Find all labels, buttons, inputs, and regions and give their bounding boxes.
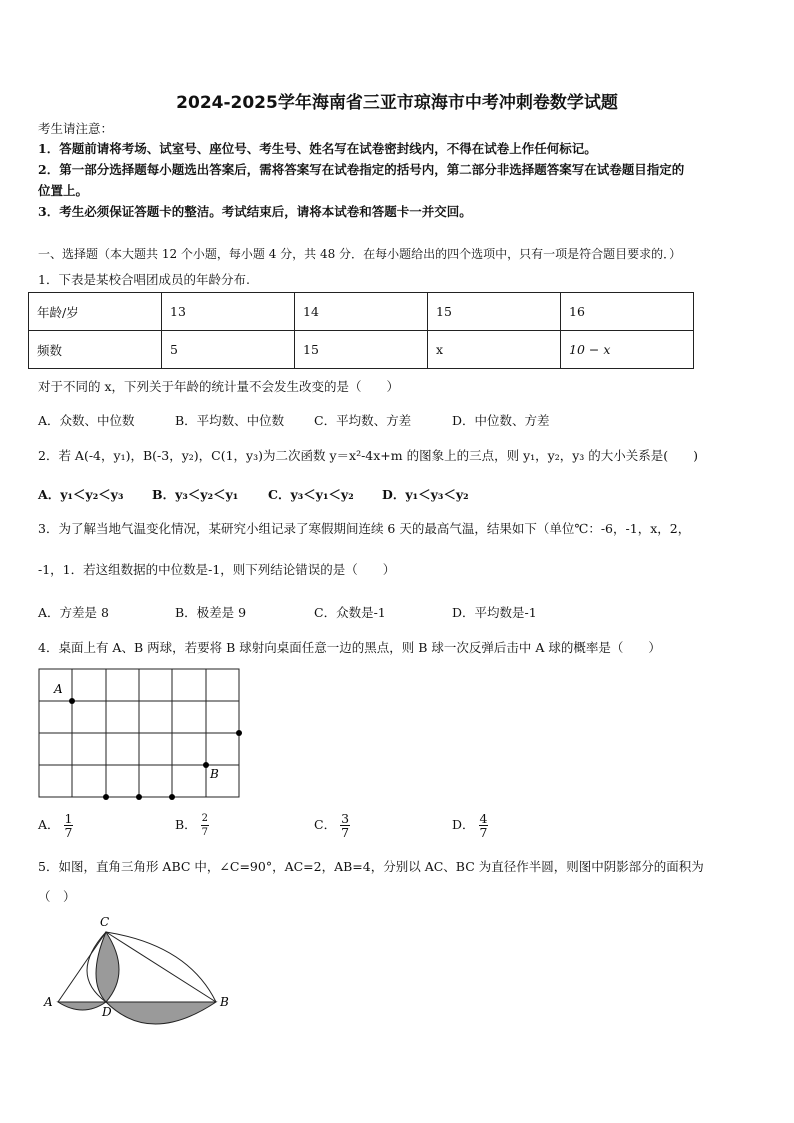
- edge-dot: [169, 794, 175, 800]
- label-d: D: [102, 1005, 112, 1019]
- fraction: [479, 812, 489, 839]
- q3-option-a: A．方差是 8: [38, 605, 109, 620]
- triangle-semicircle-figure: [38, 910, 238, 1025]
- numerator: 4: [479, 811, 488, 826]
- denominator: 7: [341, 825, 350, 840]
- q2-stem: 2．若 A(-4，y₁)，B(-3，y₂)，C(1，y₃)为二次函数 y＝x²-4x+m 的图象上的三点，则 y₁，y₂，y₃ 的大小关系是( ): [38, 448, 699, 463]
- fraction: [340, 812, 350, 839]
- q2-option-c: C．y₃＜y₁＜y₂: [268, 487, 354, 502]
- q4-stem: 4．桌面上有 A、B 两球，若要将 B 球射向桌面任意一边的黑点，则 B 球一次反弹后击中 A 球的概率是（ ）: [38, 640, 661, 655]
- q4-option-b: [175, 812, 209, 839]
- notice-item-1: 1．答题前请将考场、试室号、座位号、考生号、姓名写在试卷密封线内，不得在试卷上作任何标记。: [38, 141, 597, 156]
- notice-heading: 考生请注意：: [38, 121, 114, 136]
- label-a: A: [44, 995, 53, 1009]
- denominator: 7: [64, 825, 73, 840]
- q1-option-c: C．平均数、方差: [314, 413, 412, 428]
- label-c: C: [100, 915, 110, 929]
- table-row: [29, 331, 694, 369]
- q4-option-a: [38, 812, 73, 839]
- section-heading: 一、选择题（本大题共 12 个小题，每小题 4 分，共 48 分．在每小题给出的四个选项中，只有一项是符合题目要求的．）: [38, 247, 682, 261]
- age-frequency-table: [28, 292, 694, 369]
- q4-option-c: [314, 812, 350, 839]
- notice-item-2-cont: 位置上。: [38, 183, 89, 198]
- label-b: B: [220, 995, 229, 1009]
- label-b: B: [210, 767, 219, 781]
- numerator: 2: [201, 813, 209, 824]
- denominator: 7: [479, 825, 488, 840]
- shaded-region: [106, 1002, 216, 1024]
- option-letter: B．: [175, 817, 197, 832]
- q4-option-d: [452, 812, 488, 839]
- q2-option-d: D．y₁＜y₃＜y₂: [382, 487, 469, 502]
- notice-item-3: 3．考生必须保证答题卡的整洁。考试结束后，请将本试卷和答题卡一并交回。: [38, 204, 472, 219]
- fraction: [64, 812, 74, 839]
- q2-option-a: A．y₁＜y₂＜y₃: [38, 487, 124, 502]
- table-cell: 5: [162, 331, 295, 369]
- ball-b-dot: [203, 762, 209, 768]
- numerator: 1: [64, 811, 73, 826]
- table-cell: x: [428, 331, 561, 369]
- edge-dot: [136, 794, 142, 800]
- q3-option-c: C．众数是-1: [314, 605, 386, 620]
- notice-item-2: 2．第一部分选择题每小题选出答案后，需将答案写在试卷指定的括号内，第二部分非选择题答案写在试卷题目指定的: [38, 162, 685, 177]
- table-cell: 15: [295, 331, 428, 369]
- numerator: 3: [341, 811, 350, 826]
- option-letter: D．: [452, 817, 475, 832]
- q2-option-b: B．y₃＜y₂＜y₁: [152, 487, 239, 502]
- q1-stem: 1．下表是某校合唱团成员的年龄分布.: [38, 272, 250, 287]
- label-a: A: [54, 682, 63, 696]
- table-cell: 13: [162, 293, 295, 331]
- shaded-region: [96, 932, 119, 1002]
- table-cell: 15: [428, 293, 561, 331]
- billiard-grid-figure: [30, 662, 250, 804]
- option-letter: A．: [38, 817, 60, 832]
- table-cell: 频数: [29, 331, 162, 369]
- shaded-region: [58, 1002, 106, 1010]
- ball-a-dot: [69, 698, 75, 704]
- q1-option-d: D．中位数、方差: [452, 413, 550, 428]
- denominator: 7: [201, 827, 209, 838]
- side-bc: [106, 932, 216, 1002]
- table-cell: 年龄/岁: [29, 293, 162, 331]
- q1-option-b: B．平均数、中位数: [175, 413, 285, 428]
- q5-stem-line1: 5．如图，直角三角形 ABC 中，∠C=90°，AC=2，AB=4，分别以 AC、BC 为直径作半圆，则图中阴影部分的面积为: [38, 859, 704, 874]
- q1-question: 对于不同的 x，下列关于年龄的统计量不会发生改变的是（ ）: [38, 379, 400, 394]
- table-row: [29, 293, 694, 331]
- table-cell: 14: [295, 293, 428, 331]
- q3-option-d: D．平均数是-1: [452, 605, 537, 620]
- option-letter: C．: [314, 817, 337, 832]
- edge-dot: [236, 730, 242, 736]
- table-cell: 16: [561, 293, 694, 331]
- q3-stem-line2: -1，1．若这组数据的中位数是-1，则下列结论错误的是（ ）: [38, 562, 396, 577]
- q3-stem-line1: 3．为了解当地气温变化情况，某研究小组记录了寒假期间连续 6 天的最高气温，结果如下（单位℃：-6，-1，x，2，: [38, 521, 691, 536]
- q1-option-a: A．众数、中位数: [38, 413, 135, 428]
- fraction: [201, 812, 209, 839]
- q5-stem-line2: （ ）: [38, 889, 76, 904]
- edge-dot: [103, 794, 109, 800]
- q3-option-b: B．极差是 9: [175, 605, 247, 620]
- page-title: 2024-2025学年海南省三亚市琼海市中考冲刺卷数学试题: [176, 93, 618, 113]
- table-cell: 10 − x: [561, 331, 694, 369]
